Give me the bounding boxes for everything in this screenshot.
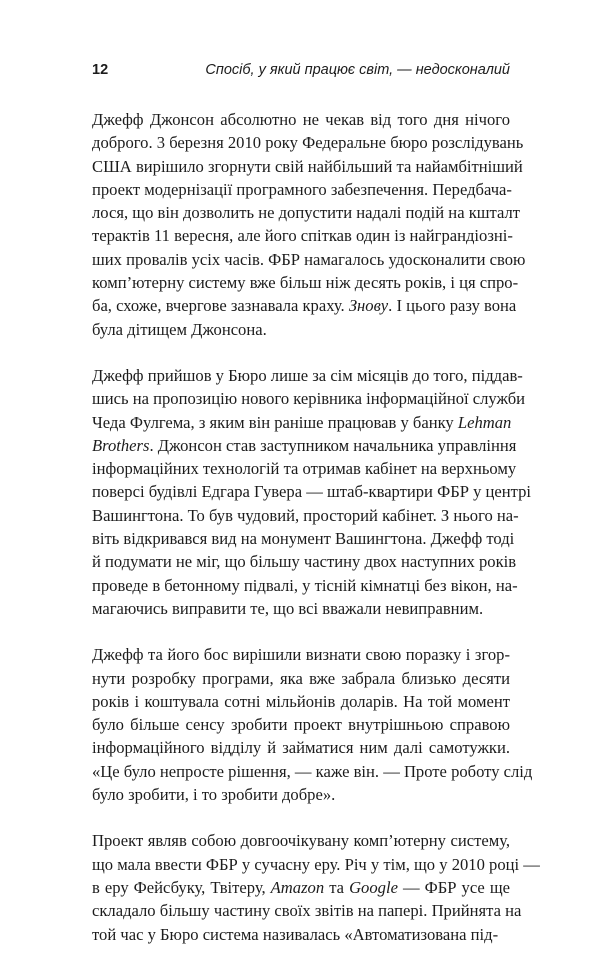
page-number: 12 (92, 62, 109, 78)
text-line (92, 248, 526, 271)
text-segment: магаючись виправити те, що всі вважали невиправним. (92, 598, 484, 618)
paragraph (92, 829, 540, 945)
text-segment: Джефф та його бос вирішили визнати свою поразку і згор- (92, 645, 510, 665)
text-line (92, 550, 517, 573)
italic-text: Lehman (457, 412, 512, 432)
text-segment: проведе в бетонному підвалі, у тісній кімнатці без вікон, на- (92, 575, 518, 595)
text-line (92, 713, 510, 736)
text-line (92, 690, 510, 713)
text-segment: поверсі будівлі Едгара Гувера — штаб-квартири ФБР у центрі (92, 482, 532, 502)
paragraph (92, 108, 526, 341)
text-line (92, 829, 510, 852)
text-segment: Джефф Джонсон абсолютно не чекав від того дня нічого (92, 110, 510, 129)
text-segment: та (324, 877, 350, 897)
running-header (92, 62, 510, 84)
text-line (92, 760, 533, 783)
text-line (92, 294, 517, 317)
italic-text: Google (349, 877, 398, 897)
text-segment: Вашингтона. То був чудовий, просторий кабінет. З нього на- (92, 505, 519, 525)
text-segment: було більше сенсу зробити проект внутрішньою справою (92, 715, 510, 735)
text-line (92, 876, 510, 899)
text-segment: — ФБР усе ще (397, 877, 510, 897)
text-line (92, 480, 532, 503)
text-segment: складало більшу частину своїх звітів на папері. Прийнята на (92, 901, 522, 921)
text-segment: віть відкривався вид на монумент Вашингтона. Джефф тоді (92, 529, 515, 549)
text-line (92, 899, 522, 922)
paragraph (92, 643, 533, 806)
text-line (92, 434, 517, 457)
text-segment: Джефф прийшов у Бюро лише за сім місяців до того, піддав- (92, 365, 523, 385)
italic-text: Знову (348, 296, 389, 316)
text-segment: лося, що він дозволить не допустити надалі подій на кшталт (92, 203, 521, 223)
text-segment: комп’ютерну систему вже більш ніж десять років, і ця спро- (92, 273, 519, 293)
text-segment: що мала ввести ФБР у сучасну еру. Річ у тім, що у 2010 році — (92, 854, 540, 874)
text-line (92, 318, 510, 341)
text-line (92, 387, 526, 410)
text-line (92, 853, 540, 876)
text-segment: терактів 11 вересня, але його спіткав один із найграндіозні- (92, 226, 513, 246)
text-line (92, 923, 510, 946)
text-segment: проект модернізації програмного забезпечення. Передбача- (92, 179, 512, 199)
text-line (92, 736, 510, 759)
text-line (92, 108, 510, 131)
text-segment: років і коштувала сотні мільйонів доларів. На той момент (92, 691, 510, 711)
text-segment: США вирішило згорнути свій найбільший та найамбітніший (92, 156, 523, 176)
text-line (92, 224, 513, 247)
text-segment: була дітищем Джонсона. (92, 319, 267, 339)
text-line (92, 643, 510, 666)
text-segment: доброго. 3 березня 2010 року Федеральне бюро розслідувань (92, 133, 524, 153)
text-segment: ших провалів усіх часів. ФБР намагалось удосконалити свою (92, 249, 526, 269)
book-page (92, 62, 540, 969)
text-line (92, 597, 510, 620)
text-segment: ба, схоже, вчергове зазнавала краху. (92, 296, 349, 316)
text-segment: Проект являв собою довгоочікувану комп’ютерну систему, (92, 831, 510, 851)
body-text (92, 108, 540, 946)
text-segment: інформаційних технологій та отримав кабінет на верхньому (92, 459, 517, 479)
text-line (92, 271, 519, 294)
text-segment: нути розробку програми, яка вже забрала близько десяти (92, 668, 510, 688)
text-line (92, 155, 523, 178)
text-line (92, 178, 510, 201)
text-segment: й подумати не міг, що більшу частину двох наступних років (92, 552, 517, 572)
text-line (92, 527, 515, 550)
text-segment: інформаційного відділу й займатися ним далі самотужки. (92, 738, 510, 758)
text-line (92, 574, 518, 597)
text-line (92, 411, 510, 434)
text-segment: було зробити, і то зробити добре». (92, 785, 336, 805)
text-line (92, 201, 521, 224)
italic-text: Amazon (270, 877, 325, 897)
text-segment: той час у Бюро система називалась «Автоматизована під- (92, 924, 499, 944)
text-line (92, 667, 510, 690)
text-segment: шись на пропозицію нового керівника інформаційної служби (92, 389, 526, 409)
text-line (92, 504, 519, 527)
text-line (92, 364, 523, 387)
text-segment: «Це було непросте рішення, — каже він. — Проте роботу слід (92, 761, 533, 781)
text-line (92, 457, 517, 480)
text-segment: в еру Фейсбуку, Твітеру, (92, 877, 271, 897)
text-segment: . Джонсон став заступником начальника управління (149, 435, 517, 455)
text-line (92, 131, 524, 154)
paragraph (92, 364, 532, 620)
text-segment: . І цього разу вона (388, 296, 517, 316)
text-line (92, 783, 510, 806)
text-segment: Чеда Фулгема, з яким він раніше працював у банку (92, 412, 458, 432)
running-title: Спосіб, у який працює світ, — недосконалий (205, 62, 510, 78)
italic-text: Brothers (92, 435, 150, 455)
